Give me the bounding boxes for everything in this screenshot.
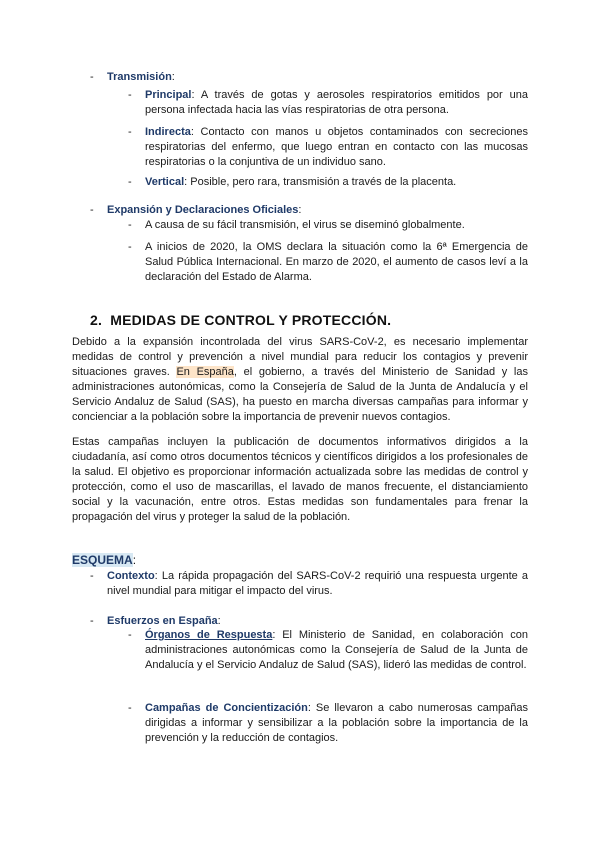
esquema-contexto: - Contexto: La rápida propagación del SARS-CoV-2 requirió una respuesta urgente a nivel mundial para mitigar el impacto del virus. — [90, 570, 528, 597]
bullet-dash: - — [90, 71, 94, 83]
esfuerzos-organos: - Órganos de Respuesta: El Ministerio de Sanidad, en colaboración con administraciones autonómicas como la Consejería de Salud de la Junta de Andalucía y el Servicio Andaluz de Salud (SAS), lideró las medidas de control. — [128, 629, 528, 671]
bullet-dash: - — [90, 570, 94, 582]
bullet-dash: - — [128, 629, 132, 641]
bullet-dash: - — [128, 702, 132, 714]
highlight-en-espana: En España — [176, 366, 234, 378]
bullet-dash: - — [90, 204, 94, 216]
expansion-item-2: - A inicios de 2020, la OMS declara la situación como la 6ª Emergencia de Salud Pública Internacional. En marzo de 2020, el aumento de casos leví a la declaración del Estado de Alarma. — [128, 241, 528, 283]
transmision-heading: - Transmisión: — [90, 71, 175, 83]
esquema-heading: ESQUEMA: — [72, 553, 137, 567]
bullet-dash: - — [128, 89, 132, 101]
paragraph-2: Estas campañas incluyen la publicación de documentos informativos dirigidos a la ciudadanía, así como otros documentos técnicos y científicos dirigidos a los profesionales de la salud. El objetivo es proporcionar información actualizada sobre las medidas de control y protección, como el uso de mascarillas, el lavado de manos frecuente, el distanciamiento social y la vacunación, entre otros. Estas medidas son fundamentales para frenar la propagación del virus y proteger la salud de la población. — [72, 436, 528, 523]
transmision-vertical: - Vertical: Posible, pero rara, transmisión a través de la placenta. — [128, 176, 457, 188]
esfuerzos-heading: - Esfuerzos en España: — [90, 615, 221, 627]
bullet-dash: - — [128, 219, 132, 231]
esfuerzos-campanas: - Campañas de Concientización: Se llevaron a cabo numerosas campañas dirigidas a informar y sensibilizar a la población sobre la importancia de la prevención y la reducción de contagios. — [128, 702, 528, 744]
bullet-dash: - — [128, 126, 132, 138]
transmision-principal: - Principal: A través de gotas y aerosoles respiratorios emitidos por una persona infectada hacia las vías respiratorias de otra persona. — [128, 89, 528, 116]
section-2-heading: 2. MEDIDAS DE CONTROL Y PROTECCIÓN. — [90, 312, 392, 328]
paragraph-1: Debido a la expansión incontrolada del virus SARS-CoV-2, es necesario implementar medidas de control y prevención a nivel mundial para reducir los contagios y prevenir situaciones graves. En España, el gobierno, a través del Ministerio de Sanidad y las administraciones autonómicas, como la Consejería de Salud de la Junta de Andalucía y el Servicio Andaluz de Salud (SAS), ha puesto en marcha diversas campañas para informar y concienciar a la población sobre la importancia de prevenir nuevos contagios. — [72, 336, 528, 423]
transmision-indirecta: - Indirecta: Contacto con manos u objetos contaminados con secreciones respiratorias del enfermo, que luego entran en contacto con las mucosas respiratorias o la conjuntiva de un individuo sano. — [128, 126, 528, 168]
bullet-dash: - — [128, 241, 132, 253]
bullet-dash: - — [128, 176, 132, 188]
bullet-dash: - — [90, 615, 94, 627]
expansion-heading: - Expansión y Declaraciones Oficiales: — [90, 204, 302, 216]
expansion-item-1: - A causa de su fácil transmisión, el virus se diseminó globalmente. — [128, 219, 465, 231]
